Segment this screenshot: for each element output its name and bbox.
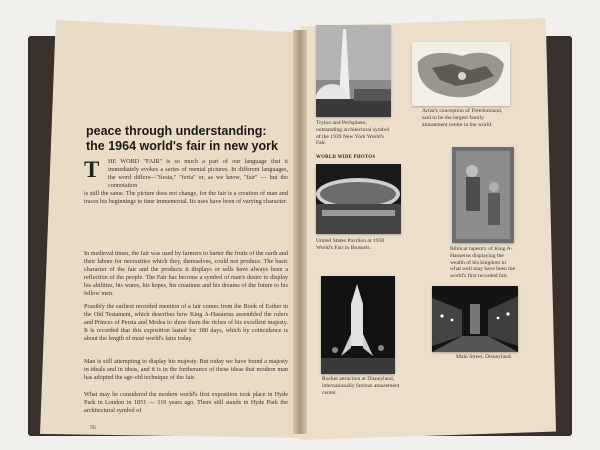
page-number: 56 — [90, 425, 96, 431]
tapestry-caption: Biblical tapestry of King A-Hasuerus displaying the wealth of his kingdom in what well may have been the world's first recorded fair. — [450, 246, 516, 280]
article-title-line-2: the 1964 world's fair in new york — [86, 139, 278, 153]
us-pavilion-caption: United States Pavilion at 1958 World's Fair in Brussels. — [316, 238, 385, 251]
paragraph-5: What may be considered the modern world's first exposition took place in Hyde Park in London in 1851 — 110 years ago. There still stands in Hyde Park the architectural symbol of — [84, 391, 288, 415]
paragraph-3: Possibly the earliest recorded mention of a fair comes from the Book of Esther in the Old Testament, which describes how King A-Hasuerus assembled the rulers and Princes of Persia and Medea to show them the riches of his excellent majesty. It is recorded that this exposition lasted for 180 days, which by coincidence is about the length of most world's fairs today. — [84, 303, 288, 343]
article-title-line-1: peace through understanding: — [86, 124, 267, 138]
paragraph-1-start: HE WORD "FAIR" is so much a part of our language that it immediately evokes a series of mental pictures. In different languages, the word differs—"fiesta," "feria" or, as we know, "fair" — but the connotation — [108, 158, 288, 190]
us-pavilion-photo — [316, 164, 401, 234]
paragraph-2: In medieval times, the fair was used by farmers to barter the fruits of the earth and their labors for necessities which they, themselves, could not produce. The basic character of the fair and the products it displays or sells have always been a reflection of the people. The Fair has become a symbol of man's desire to display his abilities, his wares, his hopes, his creations and his dreams of the future to his fellow men. — [84, 250, 288, 298]
paragraph-1-rest: is still the same. The picture does not change, for the fair is a creation of man and traces his beginnings to time immemorial. Its uses have been of varying character. — [84, 190, 288, 206]
freedomland-map-photo — [412, 42, 510, 106]
drop-cap: T — [84, 157, 100, 182]
paragraph-4: Man is still attempting to display his majesty. But today we have found a majesty in ideals and in ideas, and it is in the furtherance of these ideas that modern man has adopted the age-old technique of the fair. — [84, 358, 288, 382]
trylon-caption: Trylon and Perisphere, outstanding architectural symbol of the 1939 New York World's Fair. — [316, 120, 390, 147]
book-gutter — [293, 30, 307, 434]
freedomland-caption: Artist's conception of Freedomland, said to be the largest family amusement centre in the world. — [422, 108, 503, 128]
main-street-caption: Main Street, Disneyland. — [456, 354, 512, 360]
trylon-photo-credit: WORLD WIDE PHOTOS — [316, 155, 376, 160]
rocket-caption: Rocket attraction at Disneyland, internationally famous amusement center. — [322, 376, 400, 396]
trylon-perisphere-photo — [316, 25, 391, 117]
tapestry-photo — [452, 147, 514, 243]
main-street-photo — [432, 286, 518, 352]
rocket-photo — [321, 276, 395, 374]
